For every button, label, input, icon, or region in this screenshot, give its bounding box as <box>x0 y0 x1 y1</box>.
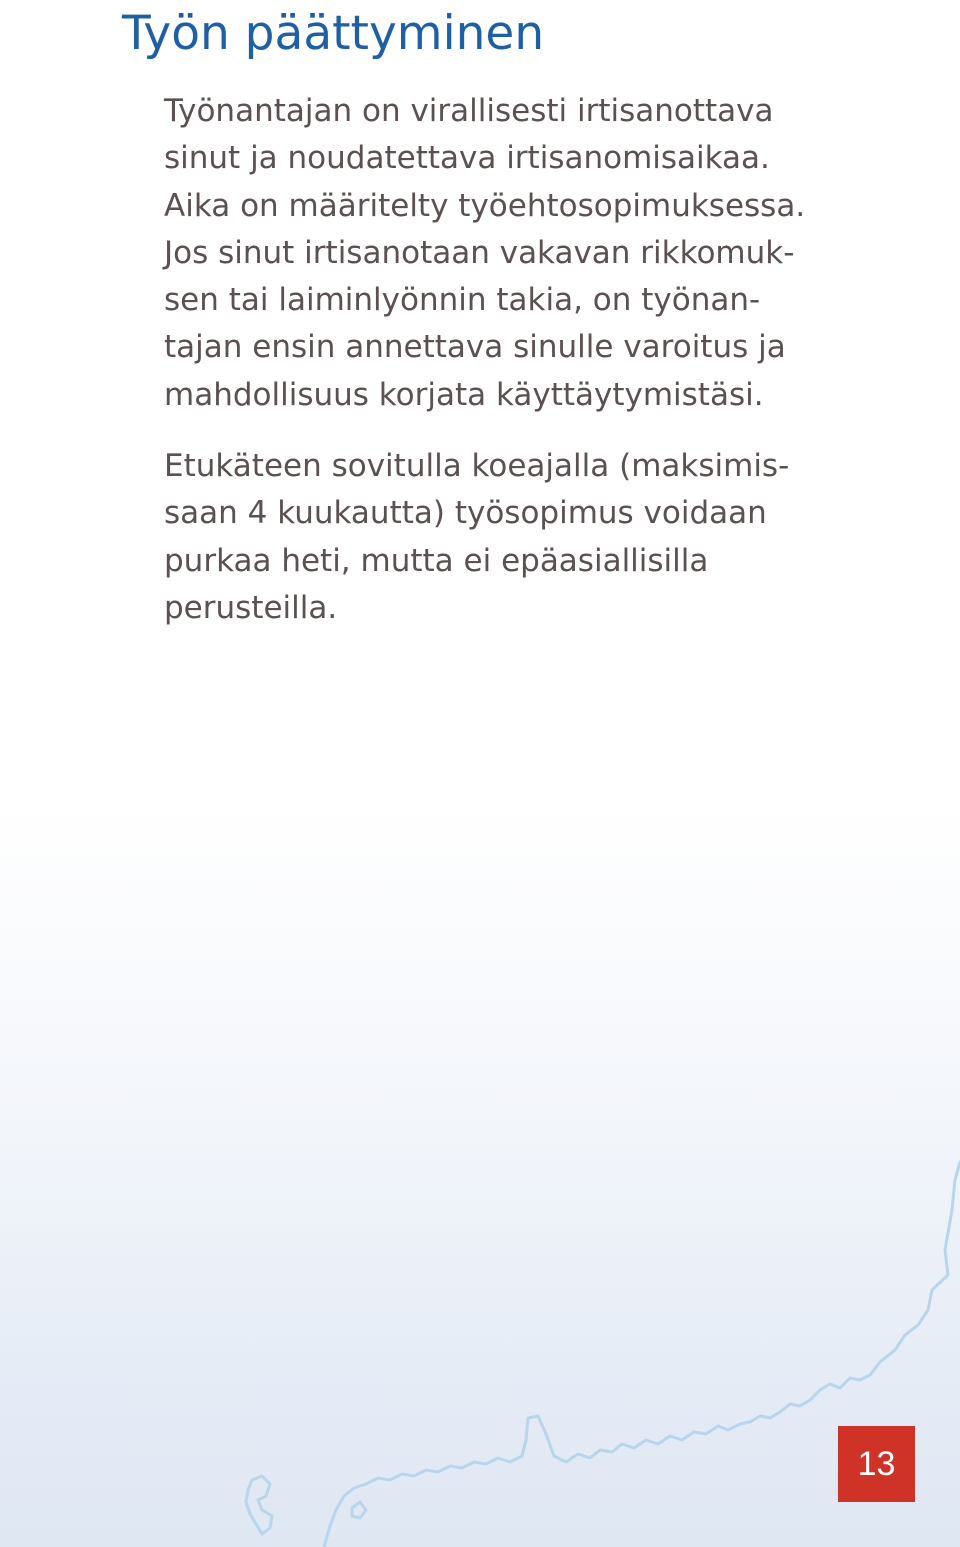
paragraph-line: Etukäteen sovitulla koeajalla (maksimis- <box>164 448 790 484</box>
paragraph-line: saan 4 kuukautta) työsopimus voidaan <box>164 495 767 532</box>
paragraph-line: perusteilla. <box>164 589 338 626</box>
paragraph-line: Työnantajan on virallisesti irtisanottava <box>164 93 774 129</box>
paragraph-line: purkaa heti, mutta ei epäasiallisilla <box>164 542 709 579</box>
paragraph-line: Aika on määritelty työehtosopimuksessa. <box>164 187 806 224</box>
map-island <box>246 1476 272 1534</box>
page-number: 13 <box>838 1426 915 1502</box>
page-title: Työn päättyminen <box>122 6 545 61</box>
decorative-map-outline <box>0 1100 960 1547</box>
paragraph-2 <box>164 443 834 632</box>
paragraph-line: tajan ensin annettava sinulle varoitus ja <box>164 329 786 366</box>
paragraph-line: sen tai laiminlyönnin takia, on työnan- <box>164 282 761 319</box>
paragraph-line: Jos sinut irtisanotaan vakavan rikkomuk- <box>164 234 795 271</box>
map-island-small <box>352 1502 366 1518</box>
paragraph-line: sinut ja noudatettava irtisanomisaikaa. <box>164 140 770 177</box>
paragraph-1 <box>164 88 834 419</box>
paragraph-line: mahdollisuus korjata käyttäytymistäsi. <box>164 376 764 413</box>
